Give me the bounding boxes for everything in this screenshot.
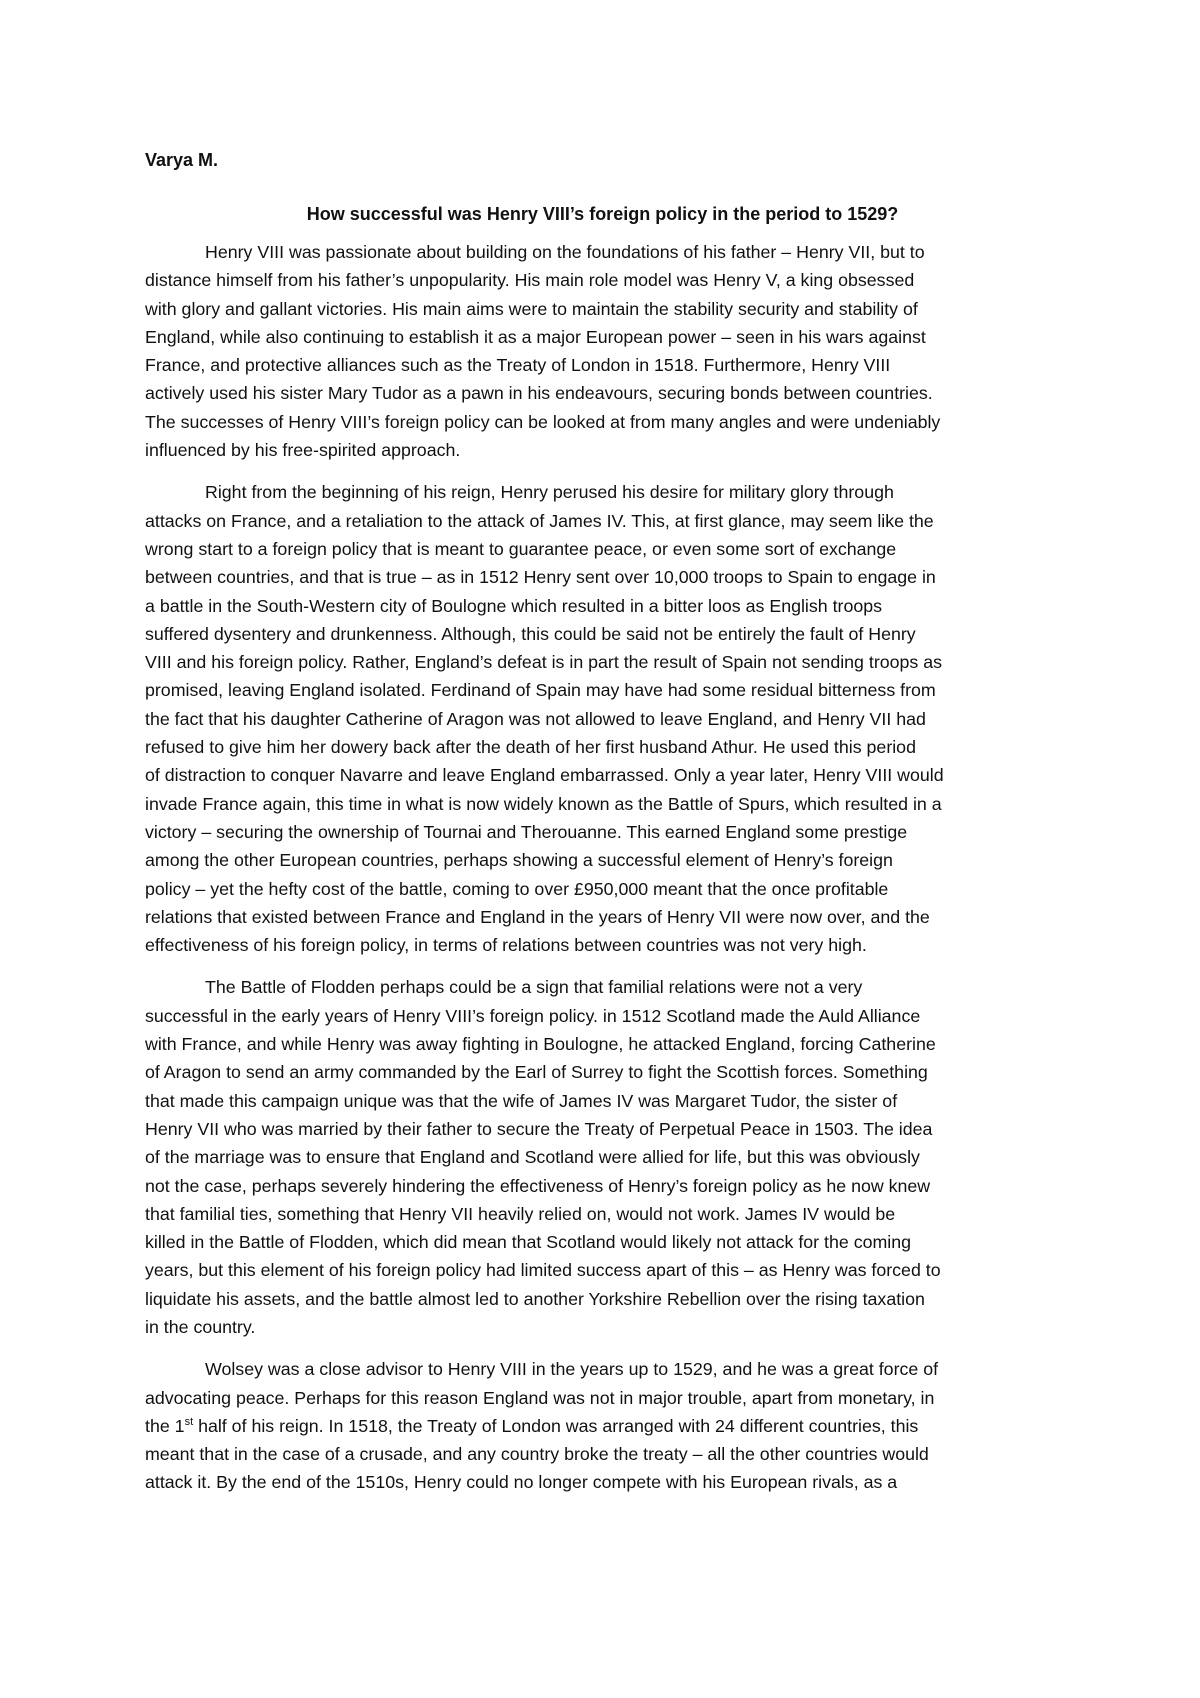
- paragraph-line: the fact that his daughter Catherine of Aragon was not allowed to leave England, and Henry VII had: [145, 708, 926, 729]
- paragraph-line: The Battle of Flodden perhaps could be a sign that familial relations were not a very: [205, 977, 863, 998]
- paragraph-line: that familial ties, something that Henry VII heavily relied on, would not work. James IV would be: [145, 1203, 896, 1224]
- paragraph-line: effectiveness of his foreign policy, in terms of relations between countries was not very high.: [145, 935, 867, 956]
- paragraph-line: killed in the Battle of Flodden, which did mean that Scotland would likely not attack for the coming: [145, 1232, 912, 1253]
- paragraph-line: liquidate his assets, and the battle almost led to another Yorkshire Rebellion over the rising taxation: [145, 1288, 925, 1309]
- paragraph-line: years, but this element of his foreign policy had limited success apart of this – as Henry was forced to: [145, 1260, 941, 1281]
- paragraph-line: between countries, and that is true – as in 1512 Henry sent over 10,000 troops to Spain to engage in: [145, 567, 936, 588]
- paragraph-line: The successes of Henry VIII’s foreign policy can be looked at from many angles and were undeniably: [145, 411, 941, 432]
- paragraph-line: actively used his sister Mary Tudor as a pawn in his endeavours, securing bonds between countries.: [145, 383, 933, 404]
- essay-title: How successful was Henry VIII’s foreign policy in the period to 1529?: [306, 204, 899, 224]
- paragraph-2: [145, 478, 1060, 959]
- paragraph-line: of the marriage was to ensure that England and Scotland were allied for life, but this was obviously: [145, 1147, 920, 1168]
- paragraph-line: Henry VII who was married by their father to secure the Treaty of Perpetual Peace in 1503. The idea: [145, 1118, 933, 1139]
- paragraph-4: [145, 1355, 1060, 1496]
- paragraph-line: with glory and gallant victories. His main aims were to maintain the stability security and stability of: [145, 298, 918, 319]
- paragraph-line: promised, leaving England isolated. Ferdinand of Spain may have had some residual bitterness from: [145, 680, 936, 701]
- paragraph-line: that made this campaign unique was that the wife of James IV was Margaret Tudor, the sister of: [145, 1090, 898, 1111]
- paragraph-1: [145, 238, 1060, 464]
- paragraph-line: wrong start to a foreign policy that is meant to guarantee peace, or even some sort of exchange: [145, 538, 897, 559]
- paragraph-line: policy – yet the hefty cost of the battle, coming to over £950,000 meant that the once profitable: [145, 878, 889, 899]
- paragraph-line: invade France again, this time in what is now widely known as the Battle of Spurs, which resulted in a: [145, 793, 942, 814]
- paragraph-line: advocating peace. Perhaps for this reason England was not in major trouble, apart from monetary, in: [145, 1387, 935, 1408]
- paragraph-line: influenced by his free-spirited approach.: [145, 440, 461, 461]
- paragraph-line: a battle in the South-Western city of Boulogne which resulted in a bitter loos as English troops: [145, 595, 883, 616]
- essay-paragraphs: [145, 238, 1060, 1497]
- paragraph-line: not the case, perhaps severely hindering the effectiveness of Henry’s foreign policy as he now knew: [145, 1175, 931, 1196]
- paragraph-line: of distraction to conquer Navarre and leave England embarrassed. Only a year later, Henry VIII would: [145, 765, 944, 786]
- paragraph-line: distance himself from his father’s unpopularity. His main role model was Henry V, a king obsessed: [145, 270, 915, 291]
- paragraph-3: [145, 973, 1060, 1341]
- paragraph-line: of Aragon to send an army commanded by the Earl of Surrey to fight the Scottish forces. Something: [145, 1062, 928, 1083]
- paragraph-line: relations that existed between France and England in the years of Henry VII were now over, and the: [145, 906, 930, 927]
- paragraph-line: Henry VIII was passionate about building on the foundations of his father – Henry VII, but to: [205, 242, 925, 262]
- paragraph-line: among the other European countries, perhaps showing a successful element of Henry’s foreign: [145, 850, 893, 871]
- paragraph-line: France, and protective alliances such as the Treaty of London in 1518. Furthermore, Henry VIII: [145, 355, 891, 376]
- paragraph-line: attacks on France, and a retaliation to the attack of James IV. This, at first glance, may seem like the: [145, 510, 934, 531]
- paragraph-line: with France, and while Henry was away fighting in Boulogne, he attacked England, forcing Catherine: [145, 1034, 936, 1055]
- paragraph-line: suffered dysentery and drunkenness. Although, this could be said not be entirely the fault of Henry: [145, 623, 916, 644]
- paragraph-line: Wolsey was a close advisor to Henry VIII in the years up to 1529, and he was a great force of: [205, 1359, 939, 1380]
- paragraph-line: England, while also continuing to establish it as a major European power – seen in his wars against: [145, 326, 926, 347]
- paragraph-line: victory – securing the ownership of Tournai and Therouanne. This earned England some prestige: [145, 821, 908, 842]
- paragraph-line: attack it. By the end of the 1510s, Henry could no longer compete with his European rivals, as a: [145, 1472, 898, 1493]
- paragraph-line: successful in the early years of Henry VIII’s foreign policy. in 1512 Scotland made the Auld Alliance: [145, 1005, 921, 1026]
- paragraph-line: VIII and his foreign policy. Rather, England’s defeat is in part the result of Spain not sending troops as: [145, 652, 943, 673]
- paragraph-line: in the country.: [145, 1316, 256, 1337]
- paragraph-line: the 1st half of his reign. In 1518, the Treaty of London was arranged with 24 different countries, this: [145, 1415, 919, 1436]
- paragraph-line: refused to give him her dowery back after the death of her first husband Athur. He used this period: [145, 737, 916, 758]
- paragraph-line: meant that in the case of a crusade, and any country broke the treaty – all the other countries would: [145, 1444, 929, 1465]
- document-body: [145, 146, 1060, 1511]
- paragraph-line: Right from the beginning of his reign, Henry perused his desire for military glory through: [205, 482, 894, 503]
- author-name: Varya M.: [145, 150, 219, 170]
